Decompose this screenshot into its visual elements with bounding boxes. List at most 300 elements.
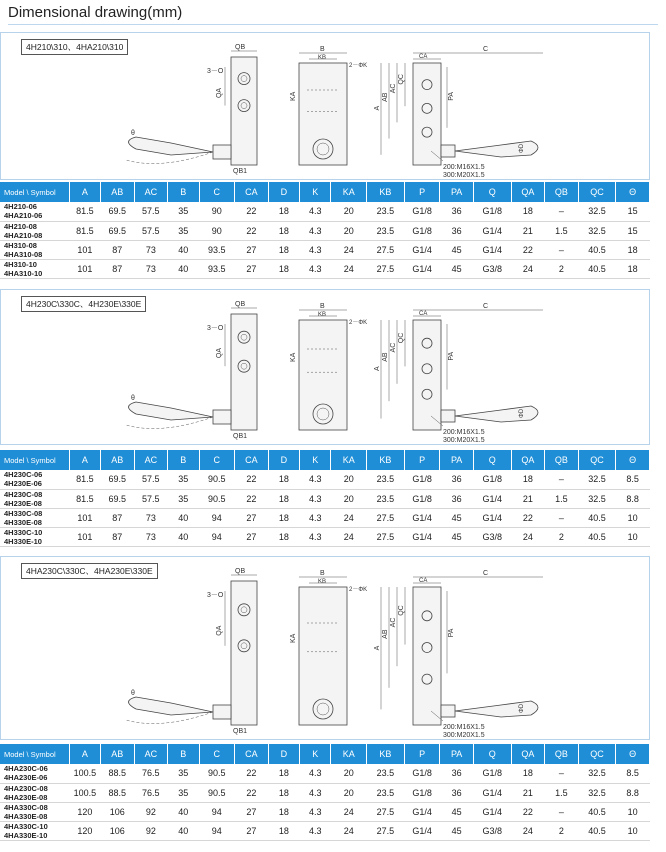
column-header: A — [69, 744, 100, 764]
section-2-drawing — [0, 289, 650, 445]
value-cell: 27 — [235, 508, 269, 527]
value-cell: 32.5 — [578, 783, 616, 802]
right-lever-base — [441, 410, 455, 422]
value-cell: 27.5 — [367, 240, 405, 259]
model-name-1: 4HA230C-06 — [4, 764, 48, 774]
model-name-1: 4HA230C-08 — [4, 783, 48, 793]
dim-label-c: C — [483, 46, 489, 53]
column-header: KA — [331, 450, 367, 470]
value-cell: 27 — [235, 802, 269, 821]
column-header: B — [168, 450, 199, 470]
value-cell: 94 — [199, 527, 235, 546]
column-header: QA — [511, 182, 545, 202]
value-cell: G1/8 — [404, 470, 440, 489]
value-cell: 101 — [69, 508, 100, 527]
column-header: K — [300, 182, 331, 202]
value-cell: G1/4 — [404, 508, 440, 527]
thread-spec-2: 300:M20X1.5 — [443, 732, 485, 739]
dim-label-vertical: AC — [390, 342, 397, 353]
dim-label-kb: KB — [318, 55, 327, 61]
value-cell: 94 — [199, 508, 235, 527]
value-cell: 18 — [268, 783, 299, 802]
value-cell: 40.5 — [578, 802, 616, 821]
value-cell: 27.5 — [367, 802, 405, 821]
model-cell — [0, 783, 69, 802]
port-circle — [238, 100, 250, 112]
value-cell: 18 — [268, 259, 299, 278]
value-cell: G1/8 — [404, 783, 440, 802]
value-cell: 22 — [235, 202, 269, 221]
side-port-circle — [313, 404, 333, 424]
value-cell: 88.5 — [101, 783, 135, 802]
right-port-circle — [422, 674, 432, 684]
value-cell: 101 — [69, 527, 100, 546]
value-cell: 18 — [616, 240, 650, 259]
value-cell: 23.5 — [367, 764, 405, 783]
value-cell: 27 — [235, 821, 269, 840]
column-header: KB — [367, 182, 405, 202]
value-cell: 4.3 — [300, 527, 331, 546]
value-cell: 92 — [134, 802, 168, 821]
value-cell: 24 — [331, 821, 367, 840]
column-header: Θ — [616, 450, 650, 470]
port-circle — [238, 604, 250, 616]
right-port-circle — [422, 103, 432, 113]
value-cell: 35 — [168, 764, 199, 783]
port-circle — [238, 640, 250, 652]
column-header: AC — [134, 450, 168, 470]
value-cell: 35 — [168, 202, 199, 221]
value-cell: 92 — [134, 821, 168, 840]
dim-label-vertical: AB — [382, 629, 389, 639]
dim-label-vertical: AC — [390, 617, 397, 628]
dim-label-phik: 2－ΦK — [349, 63, 368, 69]
value-cell: 93.5 — [199, 259, 235, 278]
value-cell: 24 — [331, 802, 367, 821]
value-cell: 57.5 — [134, 221, 168, 240]
value-cell: 4.3 — [300, 259, 331, 278]
section-3-drawing — [0, 556, 650, 740]
value-cell: 4.3 — [300, 802, 331, 821]
value-cell: 18 — [268, 221, 299, 240]
column-header: C — [199, 744, 235, 764]
dim-label-kb: KB — [318, 579, 327, 585]
value-cell: G1/4 — [404, 259, 440, 278]
dim-label-qb: QB — [235, 301, 246, 308]
model-cell — [0, 259, 69, 278]
value-cell: 81.5 — [69, 221, 100, 240]
value-cell: 24 — [331, 240, 367, 259]
value-cell: G1/8 — [473, 764, 511, 783]
value-cell: 2 — [545, 821, 579, 840]
value-cell: – — [545, 470, 579, 489]
value-cell: 40 — [168, 240, 199, 259]
table-row — [0, 821, 650, 840]
value-cell: 45 — [440, 802, 474, 821]
dim-label-b: B — [320, 46, 325, 53]
column-header: QC — [578, 744, 616, 764]
dim-label-ka: KA — [290, 352, 297, 362]
right-port-circle — [422, 389, 432, 399]
side-port-circle — [313, 699, 333, 719]
value-cell: 24 — [511, 821, 545, 840]
section-1-spec-table — [0, 182, 650, 279]
value-cell: G1/4 — [404, 802, 440, 821]
model-name-2: 4HA230E-06 — [4, 773, 48, 783]
dim-label-port: 3－O — [207, 68, 224, 75]
value-cell: 45 — [440, 259, 474, 278]
right-lever-handle — [455, 141, 538, 157]
column-header: Q — [473, 450, 511, 470]
column-header: Θ — [616, 182, 650, 202]
value-cell: 23.5 — [367, 221, 405, 240]
value-cell: 2 — [545, 259, 579, 278]
model-name-2: 4HA210-06 — [4, 211, 43, 221]
lever-base — [213, 410, 231, 424]
value-cell: 27.5 — [367, 508, 405, 527]
dim-label-qb1: QB1 — [233, 168, 248, 175]
dim-label-port: 3－O — [207, 592, 224, 599]
value-cell: 23.5 — [367, 489, 405, 508]
dim-label-pa: PA — [448, 91, 455, 101]
value-cell: 90 — [199, 202, 235, 221]
page-title: Dimensional drawing(mm) — [8, 4, 183, 21]
column-header: P — [404, 744, 440, 764]
dim-label-theta: θ — [131, 395, 135, 402]
dim-label-phid: ΦD — [519, 703, 525, 713]
value-cell: 18 — [268, 470, 299, 489]
dim-label-qb: QB — [235, 568, 246, 575]
dim-label-vertical: AC — [390, 83, 397, 94]
value-cell: 32.5 — [578, 221, 616, 240]
value-cell: 18 — [268, 764, 299, 783]
column-header: K — [300, 450, 331, 470]
value-cell: 40 — [168, 527, 199, 546]
column-header: Model \ Symbol — [0, 744, 69, 764]
value-cell: 4.3 — [300, 240, 331, 259]
column-header: B — [168, 182, 199, 202]
table-row — [0, 802, 650, 821]
value-cell: – — [545, 240, 579, 259]
value-cell: 8.5 — [616, 764, 650, 783]
table-row — [0, 470, 650, 489]
column-header: KB — [367, 744, 405, 764]
value-cell: 35 — [168, 221, 199, 240]
value-cell: 94 — [199, 821, 235, 840]
dim-label-qa: QA — [216, 87, 223, 99]
value-cell: 4.3 — [300, 221, 331, 240]
value-cell: 40.5 — [578, 240, 616, 259]
port-circle — [238, 360, 250, 372]
dim-label-b: B — [320, 303, 325, 310]
model-name-2: 4HA310-08 — [4, 249, 43, 259]
value-cell: G1/8 — [473, 470, 511, 489]
value-cell: – — [545, 508, 579, 527]
model-name-2: 4H230E-08 — [4, 498, 42, 508]
value-cell: 69.5 — [101, 221, 135, 240]
value-cell: G1/4 — [473, 802, 511, 821]
dim-label-phid: ΦD — [519, 408, 525, 418]
dim-label-theta: θ — [131, 130, 135, 137]
value-cell: 35 — [168, 489, 199, 508]
value-cell: 4.3 — [300, 783, 331, 802]
model-name-2: 4H230E-06 — [4, 479, 42, 489]
column-header: AC — [134, 744, 168, 764]
column-header: QB — [545, 450, 579, 470]
value-cell: 57.5 — [134, 489, 168, 508]
model-name-2: 4H330E-08 — [4, 517, 42, 527]
table-row — [0, 489, 650, 508]
value-cell: 90.5 — [199, 470, 235, 489]
column-header: D — [268, 182, 299, 202]
model-name-2: 4HA330E-08 — [4, 811, 48, 821]
value-cell: 35 — [168, 783, 199, 802]
value-cell: 20 — [331, 221, 367, 240]
thread-spec-1: 200:M16X1.5 — [443, 164, 485, 171]
value-cell: 22 — [235, 783, 269, 802]
value-cell: 10 — [616, 527, 650, 546]
column-header: P — [404, 182, 440, 202]
column-header: D — [268, 744, 299, 764]
value-cell: 36 — [440, 764, 474, 783]
value-cell: 27 — [235, 240, 269, 259]
value-cell: G1/4 — [473, 240, 511, 259]
value-cell: G1/4 — [404, 821, 440, 840]
dim-label-vertical: AB — [382, 352, 389, 362]
table-row — [0, 764, 650, 783]
value-cell: 69.5 — [101, 489, 135, 508]
table-row — [0, 240, 650, 259]
value-cell: 101 — [69, 259, 100, 278]
value-cell: 57.5 — [134, 470, 168, 489]
value-cell: 90.5 — [199, 764, 235, 783]
value-cell: 8.5 — [616, 470, 650, 489]
value-cell: 87 — [101, 527, 135, 546]
table-row — [0, 527, 650, 546]
value-cell: 120 — [69, 821, 100, 840]
value-cell: 73 — [134, 527, 168, 546]
value-cell: 18 — [268, 527, 299, 546]
value-cell: 22 — [235, 764, 269, 783]
dim-label-vertical: AB — [382, 92, 389, 102]
value-cell: 4.3 — [300, 202, 331, 221]
value-cell: 94 — [199, 802, 235, 821]
value-cell: 8.8 — [616, 783, 650, 802]
model-cell — [0, 240, 69, 259]
right-lever-handle — [455, 701, 538, 717]
right-lever-base — [441, 705, 455, 717]
value-cell: 45 — [440, 527, 474, 546]
side-port-circle — [313, 139, 333, 159]
dim-label-vertical: QC — [398, 605, 405, 616]
table-row — [0, 202, 650, 221]
model-name-1: 4H330C-10 — [4, 527, 43, 537]
value-cell: 40.5 — [578, 527, 616, 546]
value-cell: 45 — [440, 508, 474, 527]
column-header: QA — [511, 744, 545, 764]
value-cell: G1/4 — [473, 221, 511, 240]
section-2-dimension-drawing — [1, 290, 651, 446]
column-header: Θ — [616, 744, 650, 764]
value-cell: G1/4 — [473, 489, 511, 508]
section-1-model-label: 4H210\310、4HA210\310 — [21, 39, 128, 55]
table-header-row — [0, 744, 650, 764]
table-row — [0, 221, 650, 240]
value-cell: 15 — [616, 221, 650, 240]
value-cell: 4.3 — [300, 508, 331, 527]
column-header: KA — [331, 182, 367, 202]
value-cell: 40.5 — [578, 259, 616, 278]
value-cell: G3/8 — [473, 527, 511, 546]
value-cell: 4.3 — [300, 470, 331, 489]
value-cell: 88.5 — [101, 764, 135, 783]
column-header: CA — [235, 744, 269, 764]
value-cell: 8.8 — [616, 489, 650, 508]
model-name-1: 4H230C-08 — [4, 489, 43, 499]
thread-spec-2: 300:M20X1.5 — [443, 437, 485, 444]
value-cell: 4.3 — [300, 821, 331, 840]
column-header: C — [199, 450, 235, 470]
value-cell: G1/4 — [473, 783, 511, 802]
valve-body-right — [413, 587, 441, 725]
model-cell — [0, 489, 69, 508]
value-cell: 18 — [268, 202, 299, 221]
dim-label-ka: KA — [290, 633, 297, 643]
model-name-1: 4H230C-06 — [4, 470, 43, 480]
dim-label-ca: CA — [419, 578, 428, 584]
model-name-1: 4HA330C-10 — [4, 821, 48, 831]
table-row — [0, 508, 650, 527]
value-cell: 32.5 — [578, 764, 616, 783]
value-cell: 40 — [168, 802, 199, 821]
value-cell: 20 — [331, 489, 367, 508]
value-cell: 90.5 — [199, 489, 235, 508]
value-cell: G1/8 — [473, 202, 511, 221]
thread-spec-2: 300:M20X1.5 — [443, 172, 485, 179]
dim-label-port: 3－O — [207, 325, 224, 332]
value-cell: 27.5 — [367, 259, 405, 278]
value-cell: 69.5 — [101, 470, 135, 489]
model-cell — [0, 802, 69, 821]
value-cell: 40.5 — [578, 821, 616, 840]
port-circle — [238, 73, 250, 85]
value-cell: 36 — [440, 221, 474, 240]
right-port-circle — [422, 338, 432, 348]
column-header: QB — [545, 744, 579, 764]
value-cell: 15 — [616, 202, 650, 221]
section-1-dimension-drawing — [1, 33, 651, 181]
value-cell: 87 — [101, 508, 135, 527]
value-cell: 36 — [440, 202, 474, 221]
value-cell: 23.5 — [367, 202, 405, 221]
value-cell: – — [545, 764, 579, 783]
section-2-model-label: 4H230C\330C、4H230E\330E — [21, 296, 146, 312]
dim-label-qb: QB — [235, 44, 246, 51]
column-header: KA — [331, 744, 367, 764]
dim-label-vertical: QC — [398, 74, 405, 85]
value-cell: 81.5 — [69, 202, 100, 221]
section-3-spec-table — [0, 744, 650, 841]
value-cell: 32.5 — [578, 489, 616, 508]
dim-label-phid: ΦD — [519, 143, 525, 153]
column-header: QA — [511, 450, 545, 470]
model-name-2: 4HA210-08 — [4, 230, 43, 240]
thread-spec-1: 200:M16X1.5 — [443, 429, 485, 436]
dim-label-vertical: A — [374, 645, 381, 651]
value-cell: 106 — [101, 821, 135, 840]
value-cell: 22 — [235, 470, 269, 489]
column-header: AC — [134, 182, 168, 202]
model-name-1: 4H310-10 — [4, 259, 37, 269]
dim-label-ka: KA — [290, 91, 297, 101]
valve-body-right — [413, 320, 441, 430]
dim-label-vertical: A — [374, 105, 381, 111]
value-cell: G1/8 — [404, 489, 440, 508]
value-cell: 18 — [268, 802, 299, 821]
dim-label-phik: 2－ΦK — [349, 320, 368, 326]
dim-label-ca: CA — [419, 311, 428, 317]
value-cell: G3/8 — [473, 821, 511, 840]
dim-label-kb: KB — [318, 312, 327, 318]
model-cell — [0, 470, 69, 489]
value-cell: 4.3 — [300, 489, 331, 508]
value-cell: 40.5 — [578, 508, 616, 527]
column-header: AB — [101, 450, 135, 470]
value-cell: G1/4 — [404, 527, 440, 546]
model-name-1: 4H330C-08 — [4, 508, 43, 518]
section-3-dimension-drawing — [1, 557, 651, 741]
value-cell: 87 — [101, 259, 135, 278]
value-cell: 20 — [331, 202, 367, 221]
value-cell: – — [545, 202, 579, 221]
dim-label-phik: 2－ΦK — [349, 587, 368, 593]
value-cell: 18 — [268, 240, 299, 259]
column-header: C — [199, 182, 235, 202]
value-cell: 120 — [69, 802, 100, 821]
dim-label-pa: PA — [448, 351, 455, 361]
value-cell: 24 — [331, 508, 367, 527]
column-header: Q — [473, 182, 511, 202]
value-cell: 81.5 — [69, 470, 100, 489]
column-header: AB — [101, 744, 135, 764]
dim-label-c: C — [483, 303, 489, 310]
value-cell: 36 — [440, 489, 474, 508]
value-cell: 20 — [331, 470, 367, 489]
value-cell: 90 — [199, 221, 235, 240]
table-header-row — [0, 450, 650, 470]
value-cell: 100.5 — [69, 783, 100, 802]
value-cell: G3/8 — [473, 259, 511, 278]
value-cell: 69.5 — [101, 202, 135, 221]
column-header: P — [404, 450, 440, 470]
value-cell: 40 — [168, 821, 199, 840]
value-cell: 27 — [235, 527, 269, 546]
section-1-drawing — [0, 32, 650, 180]
lever-handle — [129, 137, 214, 155]
value-cell: 73 — [134, 240, 168, 259]
table-row — [0, 783, 650, 802]
value-cell: 23.5 — [367, 470, 405, 489]
dim-label-vertical: A — [374, 366, 381, 372]
value-cell: 45 — [440, 821, 474, 840]
column-header: Q — [473, 744, 511, 764]
value-cell: 18 — [268, 508, 299, 527]
column-header: QB — [545, 182, 579, 202]
dim-label-pa: PA — [448, 628, 455, 638]
value-cell: 90.5 — [199, 783, 235, 802]
model-name-2: 4HA230E-08 — [4, 792, 48, 802]
table-header-row — [0, 182, 650, 202]
